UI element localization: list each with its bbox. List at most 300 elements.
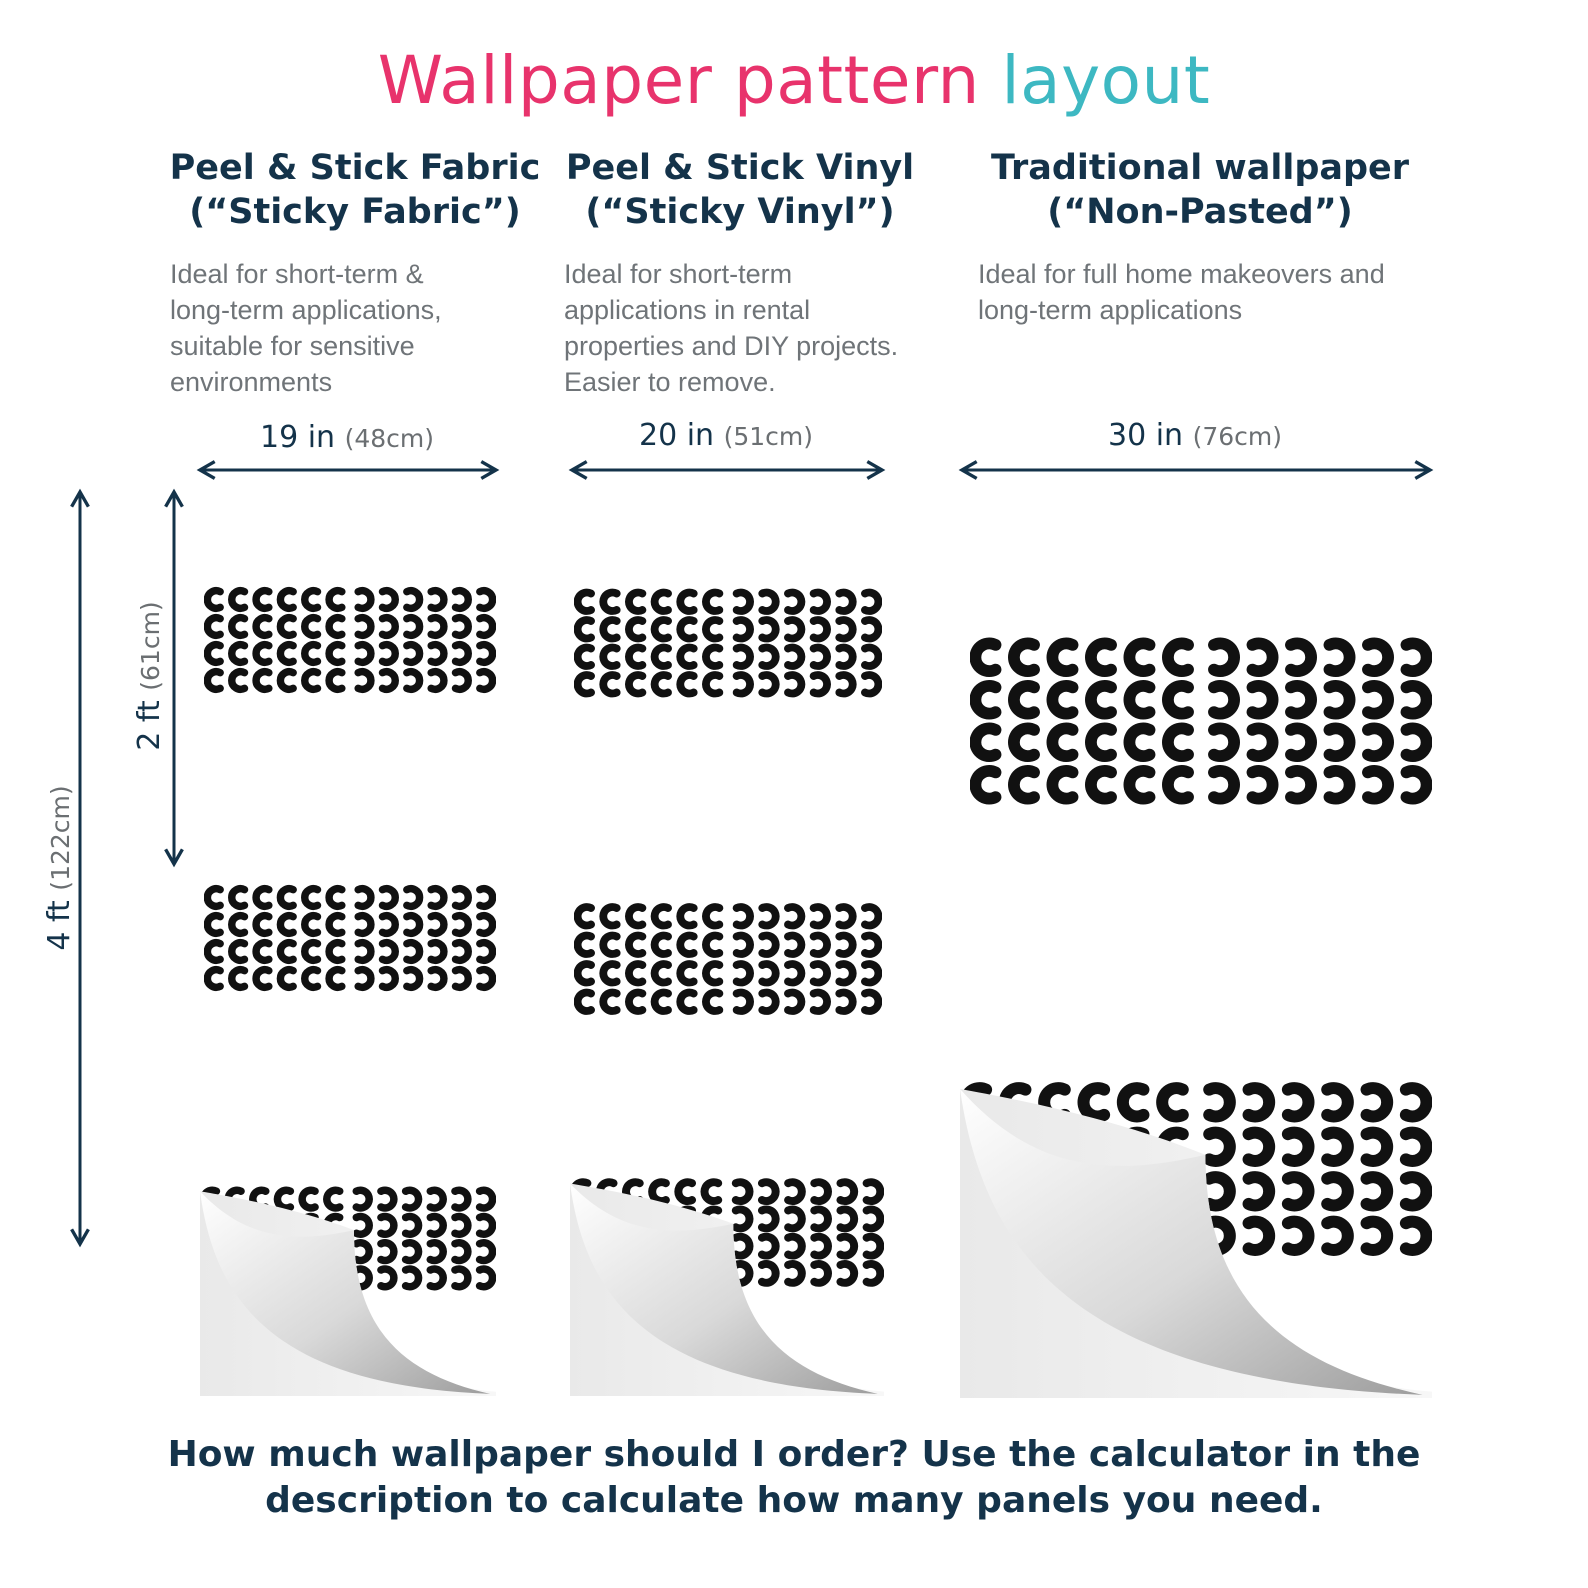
pattern-mark — [431, 889, 444, 907]
short-height-value: 2 ft — [132, 700, 167, 751]
pattern-mark — [814, 907, 827, 925]
pattern-art — [200, 1186, 496, 1396]
pattern-mark — [407, 943, 420, 961]
pattern-mark — [280, 943, 293, 961]
pattern-mark — [655, 993, 668, 1011]
pattern-mark — [280, 618, 293, 636]
pattern-mark — [1252, 643, 1272, 671]
pattern-mark — [762, 1264, 776, 1283]
pattern-mark — [680, 964, 693, 982]
pattern-mark — [839, 648, 852, 666]
pattern-marks — [578, 907, 879, 1011]
pattern-mark — [1252, 771, 1272, 799]
pattern-mark — [480, 943, 493, 961]
pattern-mark — [329, 591, 342, 609]
pattern-mark — [788, 936, 801, 954]
pattern-mark — [762, 1182, 776, 1201]
pattern-mark — [381, 1190, 394, 1208]
pattern-mark — [1123, 1088, 1144, 1116]
pattern-mark — [1129, 686, 1149, 714]
pattern-mark — [277, 1190, 290, 1208]
pattern-mark — [1288, 1222, 1309, 1250]
pattern-mark — [865, 936, 878, 954]
pattern-mark — [655, 620, 668, 638]
pattern-mark — [1406, 643, 1426, 671]
pattern-mark — [1288, 1088, 1309, 1116]
pattern-mark — [603, 648, 616, 666]
pattern-mark — [814, 593, 827, 611]
pattern-mark — [788, 1264, 802, 1283]
vinyl-description-line: Ideal for short-term — [564, 259, 793, 289]
pattern-mark — [1249, 1133, 1270, 1161]
pattern-mark — [207, 916, 220, 934]
pattern-mark — [381, 1269, 394, 1287]
pattern-mark — [1214, 643, 1234, 671]
vinyl-panel-2 — [574, 902, 882, 1016]
pattern-art — [574, 588, 882, 698]
pattern-mark — [865, 907, 878, 925]
pattern-mark — [1327, 1088, 1348, 1116]
vinyl-description-line: applications in rental — [564, 295, 811, 325]
pattern-mark — [762, 907, 775, 925]
traditional-width-value: 30 in — [1107, 418, 1184, 453]
pattern-mark — [383, 618, 396, 636]
pattern-mark — [788, 648, 801, 666]
pattern-mark — [329, 943, 342, 961]
pattern-mark — [1406, 1222, 1427, 1250]
pattern-mark — [1291, 771, 1311, 799]
pattern-mark — [814, 1264, 828, 1283]
pattern-mark — [480, 1190, 493, 1208]
pattern-mark — [1014, 728, 1034, 756]
pattern-mark — [578, 964, 591, 982]
pattern-art — [574, 902, 882, 1016]
pattern-mark — [280, 889, 293, 907]
pattern-mark — [356, 1216, 369, 1234]
pattern-mark — [383, 970, 396, 988]
pattern-mark — [1406, 1133, 1427, 1161]
fabric-description-line: suitable for sensitive — [170, 331, 415, 361]
pattern-mark — [1052, 728, 1072, 756]
pattern-mark — [814, 620, 827, 638]
pattern-mark — [1091, 643, 1111, 671]
pattern-mark — [655, 964, 668, 982]
pattern-mark — [406, 1216, 419, 1234]
pattern-mark — [1249, 1222, 1270, 1250]
pattern-mark — [865, 620, 878, 638]
vinyl-width-value: 20 in — [638, 418, 715, 453]
pattern-mark — [655, 593, 668, 611]
pattern-mark — [329, 916, 342, 934]
pattern-marks — [578, 593, 879, 694]
pattern-mark — [305, 970, 318, 988]
pattern-mark — [839, 907, 852, 925]
pattern-mark — [1368, 643, 1388, 671]
pattern-mark — [1168, 643, 1188, 671]
pattern-mark — [839, 675, 852, 693]
pattern-mark — [431, 943, 444, 961]
fabric-heading-line-1: Peel & Stick Fabric — [169, 148, 541, 188]
pattern-mark — [431, 672, 444, 690]
pattern-marks — [207, 889, 492, 988]
pattern-mark — [207, 970, 220, 988]
pattern-mark — [1367, 1177, 1388, 1205]
pattern-mark — [305, 618, 318, 636]
pattern-mark — [629, 675, 642, 693]
pattern-mark — [356, 1243, 369, 1261]
pattern-mark — [207, 943, 220, 961]
pattern-mark — [737, 936, 750, 954]
pattern-mark — [736, 1182, 750, 1201]
pattern-mark — [207, 889, 220, 907]
pattern-mark — [629, 936, 642, 954]
pattern-mark — [407, 645, 420, 663]
pattern-mark — [431, 618, 444, 636]
pattern-mark — [788, 620, 801, 638]
pattern-mark — [329, 618, 342, 636]
vinyl-description-line: properties and DIY projects. — [564, 331, 899, 361]
vinyl-heading-line-1: Peel & Stick Vinyl — [565, 148, 915, 188]
pattern-mark — [578, 936, 591, 954]
pattern-mark — [603, 620, 616, 638]
pattern-mark — [706, 964, 719, 982]
pattern-mark — [1252, 728, 1272, 756]
pattern-mark — [865, 648, 878, 666]
traditional-description-line: long-term applications — [978, 295, 1243, 325]
pattern-mark — [655, 936, 668, 954]
pattern-mark — [1368, 728, 1388, 756]
pattern-art — [970, 636, 1432, 806]
pattern-mark — [232, 591, 245, 609]
pattern-mark — [578, 907, 591, 925]
pattern-mark — [1406, 686, 1426, 714]
pattern-mark — [430, 1190, 443, 1208]
pattern-mark — [680, 593, 693, 611]
pattern-mark — [480, 672, 493, 690]
pattern-mark — [1129, 771, 1149, 799]
pattern-mark — [430, 1269, 443, 1287]
pattern-mark — [788, 1237, 802, 1256]
pattern-mark — [383, 889, 396, 907]
pattern-mark — [706, 993, 719, 1011]
pattern-mark — [358, 889, 371, 907]
pattern-mark — [407, 618, 420, 636]
pattern-mark — [652, 1182, 666, 1201]
pattern-mark — [232, 645, 245, 663]
pattern-mark — [305, 672, 318, 690]
pattern-mark — [680, 993, 693, 1011]
pattern-mark — [867, 1264, 881, 1283]
pattern-mark — [840, 1182, 854, 1201]
fabric-description-line: Ideal for short-term & — [170, 259, 424, 289]
pattern-mark — [706, 907, 719, 925]
pattern-mark — [280, 645, 293, 663]
pattern-mark — [1249, 1088, 1270, 1116]
pattern-mark — [839, 593, 852, 611]
pattern-mark — [256, 943, 269, 961]
pattern-mark — [280, 672, 293, 690]
pattern-mark — [1406, 771, 1426, 799]
pattern-mark — [788, 675, 801, 693]
pattern-mark — [867, 1182, 881, 1201]
pattern-art — [960, 1080, 1432, 1398]
pattern-mark — [1091, 686, 1111, 714]
pattern-mark — [839, 936, 852, 954]
pattern-mark — [358, 970, 371, 988]
pattern-mark — [1327, 1133, 1348, 1161]
pattern-mark — [706, 593, 719, 611]
pattern-mark — [1209, 1133, 1230, 1161]
pattern-mark — [737, 993, 750, 1011]
pattern-mark — [407, 970, 420, 988]
vinyl-panel-1 — [574, 588, 882, 698]
pattern-mark — [1367, 1088, 1388, 1116]
pattern-mark — [329, 672, 342, 690]
pattern-mark — [431, 916, 444, 934]
fabric-heading-line-2: (“Sticky Fabric”) — [189, 192, 521, 232]
pattern-marks — [975, 643, 1426, 798]
pattern-mark — [865, 593, 878, 611]
pattern-mark — [305, 943, 318, 961]
pattern-mark — [1406, 1177, 1427, 1205]
fabric-description-line: long-term applications, — [170, 295, 442, 325]
pattern-mark — [1368, 771, 1388, 799]
pattern-mark — [256, 916, 269, 934]
pattern-mark — [329, 970, 342, 988]
pattern-mark — [329, 645, 342, 663]
pattern-mark — [814, 1209, 828, 1228]
pattern-mark — [1052, 771, 1072, 799]
fabric-panel-2 — [204, 884, 496, 992]
pattern-mark — [603, 993, 616, 1011]
pattern-mark — [1329, 643, 1349, 671]
fabric-panel-3 — [200, 1186, 496, 1396]
pattern-mark — [383, 672, 396, 690]
pattern-mark — [232, 943, 245, 961]
pattern-mark — [280, 970, 293, 988]
pattern-mark — [406, 1269, 419, 1287]
pattern-mark — [480, 618, 493, 636]
pattern-mark — [207, 618, 220, 636]
pattern-mark — [788, 964, 801, 982]
fabric-panel-1 — [204, 586, 496, 694]
pattern-mark — [840, 1209, 854, 1228]
pattern-mark — [840, 1264, 854, 1283]
traditional-panel-1 — [970, 636, 1432, 806]
pattern-mark — [1367, 1222, 1388, 1250]
pattern-mark — [603, 593, 616, 611]
pattern-mark — [456, 889, 469, 907]
pattern-mark — [305, 645, 318, 663]
pattern-mark — [305, 889, 318, 907]
pattern-mark — [431, 645, 444, 663]
pattern-mark — [455, 1243, 468, 1261]
pattern-mark — [1214, 728, 1234, 756]
pattern-mark — [1288, 1133, 1309, 1161]
pattern-mark — [1327, 1222, 1348, 1250]
pattern-mark — [865, 964, 878, 982]
vinyl-panel-3 — [570, 1178, 884, 1396]
pattern-mark — [207, 672, 220, 690]
pattern-mark — [867, 1237, 881, 1256]
pattern-art — [204, 586, 496, 694]
pattern-mark — [975, 771, 995, 799]
pattern-mark — [1291, 686, 1311, 714]
pattern-mark — [814, 675, 827, 693]
pattern-mark — [578, 648, 591, 666]
pattern-art — [204, 884, 496, 992]
pattern-mark — [256, 618, 269, 636]
order-help-line-2: description to calculate how many panels you need. — [265, 1480, 1323, 1521]
pattern-mark — [383, 591, 396, 609]
pattern-mark — [358, 672, 371, 690]
pattern-mark — [629, 964, 642, 982]
pattern-mark — [456, 591, 469, 609]
pattern-mark — [788, 1182, 802, 1201]
fabric-width-metric: (48cm) — [344, 424, 435, 453]
pattern-mark — [814, 648, 827, 666]
pattern-mark — [840, 1237, 854, 1256]
pattern-mark — [407, 591, 420, 609]
pattern-mark — [1329, 686, 1349, 714]
pattern-mark — [762, 593, 775, 611]
vinyl-width-metric: (51cm) — [723, 422, 814, 451]
pattern-mark — [1052, 643, 1072, 671]
pattern-mark — [814, 1237, 828, 1256]
pattern-mark — [1249, 1177, 1270, 1205]
pattern-mark — [1288, 1177, 1309, 1205]
traditional-width-metric: (76cm) — [1192, 422, 1283, 451]
pattern-mark — [1052, 686, 1072, 714]
pattern-mark — [383, 916, 396, 934]
pattern-marks — [207, 591, 492, 690]
pattern-mark — [480, 1216, 493, 1234]
pattern-mark — [431, 970, 444, 988]
title-part-1: Wallpaper pattern — [377, 42, 980, 119]
pattern-mark — [788, 907, 801, 925]
pattern-mark — [280, 916, 293, 934]
pattern-mark — [655, 675, 668, 693]
pattern-mark — [480, 889, 493, 907]
pattern-mark — [256, 889, 269, 907]
pattern-mark — [381, 1243, 394, 1261]
pattern-mark — [480, 645, 493, 663]
pattern-mark — [305, 916, 318, 934]
pattern-mark — [1291, 643, 1311, 671]
pattern-mark — [1091, 728, 1111, 756]
pattern-mark — [762, 936, 775, 954]
traditional-heading-line-2: (“Non-Pasted”) — [1047, 192, 1353, 232]
pattern-mark — [329, 889, 342, 907]
pattern-mark — [814, 1182, 828, 1201]
pattern-mark — [1168, 771, 1188, 799]
pattern-mark — [480, 1243, 493, 1261]
pattern-mark — [1291, 728, 1311, 756]
pattern-mark — [629, 593, 642, 611]
pattern-mark — [1327, 1177, 1348, 1205]
pattern-mark — [358, 916, 371, 934]
pattern-mark — [788, 1209, 802, 1228]
pattern-mark — [1209, 1177, 1230, 1205]
pattern-mark — [407, 889, 420, 907]
fabric-description-line: environments — [170, 367, 333, 397]
pattern-mark — [788, 593, 801, 611]
pattern-mark — [305, 591, 318, 609]
short-height-label — [132, 596, 168, 756]
pattern-mark — [736, 1237, 750, 1256]
pattern-mark — [480, 916, 493, 934]
pattern-mark — [975, 686, 995, 714]
pattern-mark — [383, 645, 396, 663]
pattern-mark — [327, 1190, 340, 1208]
pattern-mark — [814, 993, 827, 1011]
pattern-mark — [455, 1269, 468, 1287]
pattern-mark — [406, 1243, 419, 1261]
vinyl-description-line: Easier to remove. — [564, 367, 776, 397]
pattern-mark — [629, 620, 642, 638]
pattern-mark — [480, 1269, 493, 1287]
pattern-mark — [456, 645, 469, 663]
pattern-mark — [762, 993, 775, 1011]
pattern-mark — [867, 1209, 881, 1228]
pattern-mark — [1329, 771, 1349, 799]
pattern-mark — [356, 1190, 369, 1208]
pattern-mark — [455, 1216, 468, 1234]
pattern-mark — [302, 1190, 315, 1208]
pattern-mark — [737, 907, 750, 925]
pattern-mark — [678, 1182, 692, 1201]
pattern-mark — [232, 970, 245, 988]
pattern-mark — [256, 970, 269, 988]
pattern-mark — [975, 643, 995, 671]
pattern-mark — [737, 675, 750, 693]
pattern-mark — [1406, 1088, 1427, 1116]
pattern-mark — [839, 620, 852, 638]
pattern-mark — [383, 943, 396, 961]
pattern-mark — [704, 1182, 718, 1201]
tall-height-label — [42, 778, 78, 958]
pattern-mark — [280, 591, 293, 609]
title-part-2: layout — [1001, 42, 1211, 119]
pattern-mark — [456, 672, 469, 690]
pattern-mark — [1406, 728, 1426, 756]
pattern-mark — [655, 907, 668, 925]
pattern-mark — [1367, 1133, 1388, 1161]
traditional-description-line: Ideal for full home makeovers and — [978, 259, 1385, 289]
traditional-heading-line-1: Traditional wallpaper — [990, 148, 1410, 188]
pattern-mark — [232, 889, 245, 907]
pattern-mark — [456, 970, 469, 988]
pattern-mark — [865, 675, 878, 693]
pattern-mark — [256, 645, 269, 663]
pattern-mark — [1014, 771, 1034, 799]
vinyl-heading-line-2: (“Sticky Vinyl”) — [585, 192, 895, 232]
pattern-mark — [456, 618, 469, 636]
pattern-mark — [358, 618, 371, 636]
pattern-mark — [1168, 728, 1188, 756]
pattern-mark — [737, 593, 750, 611]
pattern-mark — [207, 591, 220, 609]
pattern-mark — [706, 675, 719, 693]
pattern-mark — [680, 675, 693, 693]
pattern-mark — [839, 964, 852, 982]
pattern-mark — [1129, 728, 1149, 756]
tall-height-value: 4 ft — [42, 900, 77, 951]
pattern-mark — [430, 1243, 443, 1261]
order-help-line-1: How much wallpaper should I order? Use the calculator in the — [167, 1434, 1421, 1475]
fabric-width-value: 19 in — [259, 420, 336, 455]
pattern-mark — [655, 648, 668, 666]
